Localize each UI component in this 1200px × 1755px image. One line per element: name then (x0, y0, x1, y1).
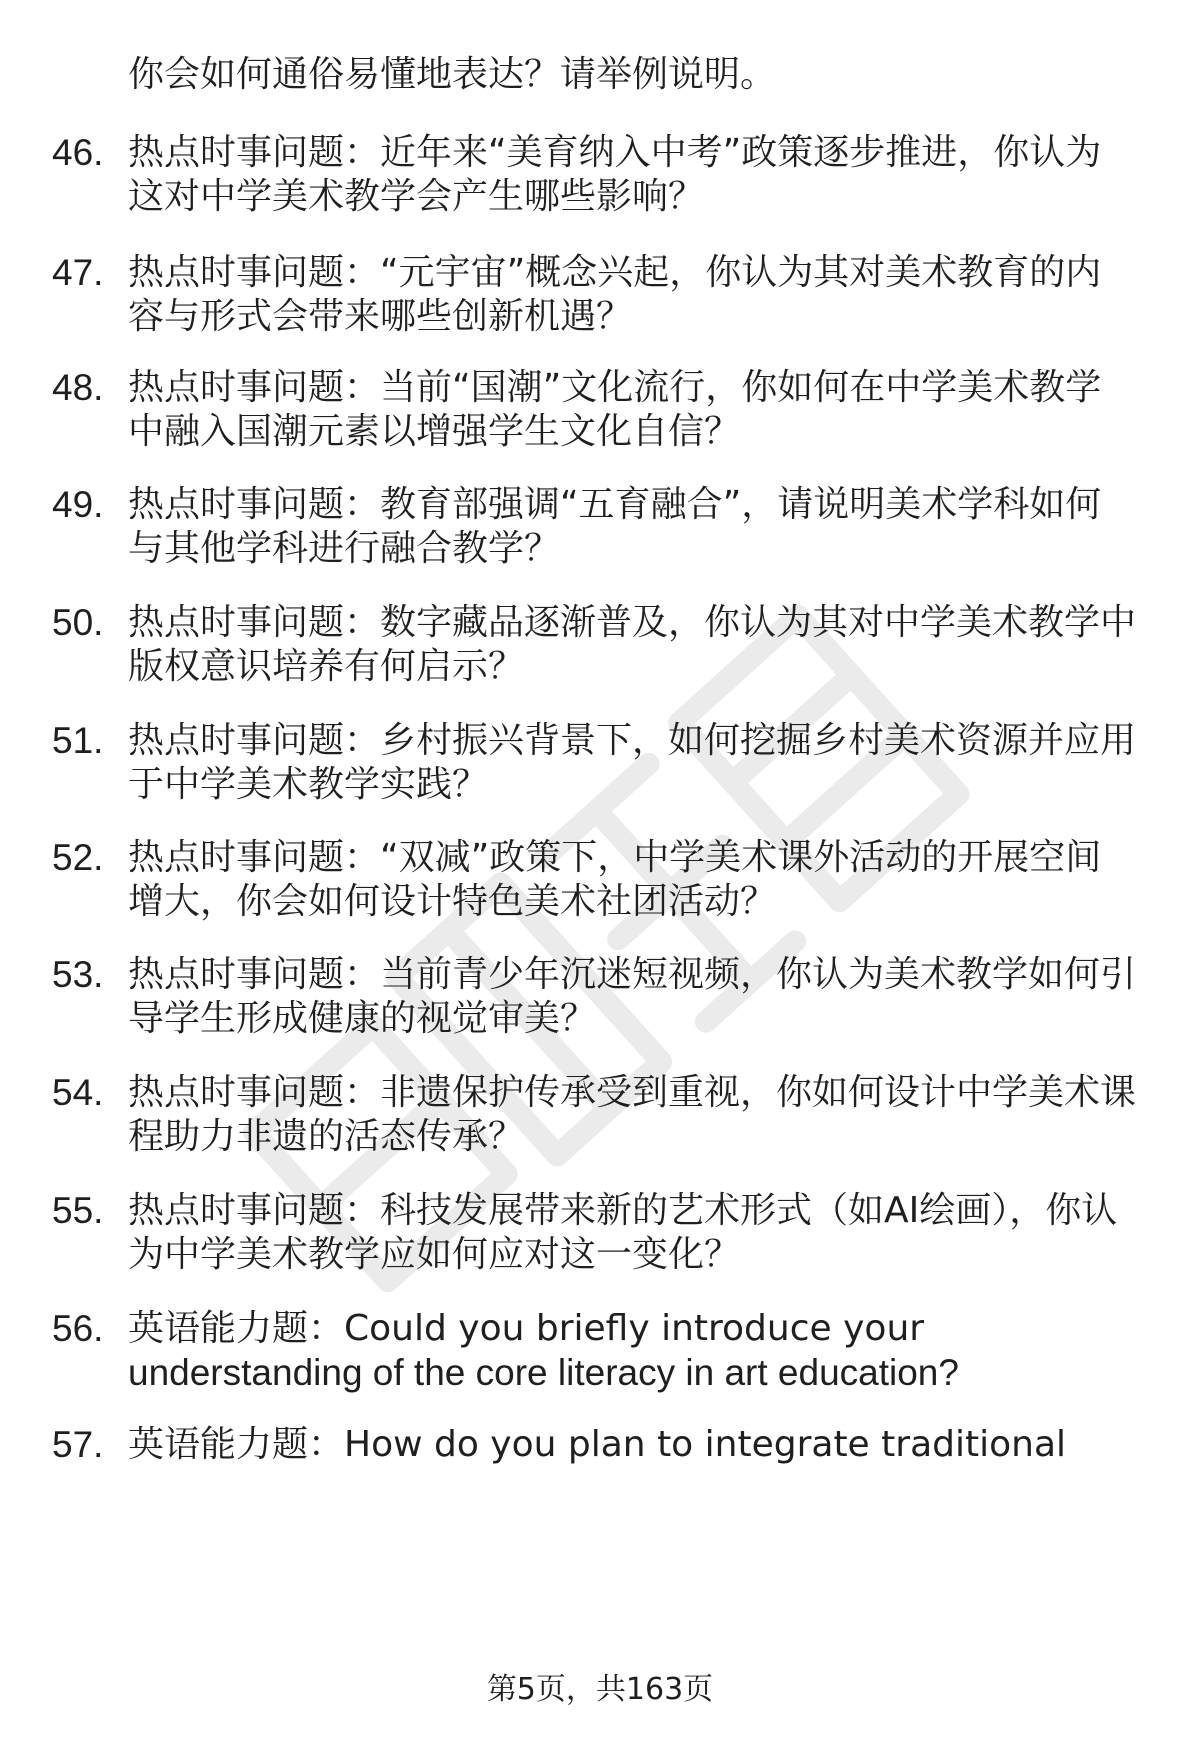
question-text: 热点时事问题：近年来“美育纳入中考”政策逐步推进，你认为 (128, 132, 1102, 173)
question-53-line-2 (0, 994, 1200, 1044)
page-footer: 第5页，共163页 (486, 1672, 714, 1707)
question-number: 54. (52, 1072, 104, 1113)
question-text: 热点时事问题：当前青少年沉迷短视频，你认为美术教学如何引 (128, 954, 1137, 995)
question-46-line-2 (0, 172, 1200, 222)
continued-line (0, 50, 1200, 100)
question-number: 50. (52, 602, 104, 643)
question-51-line-1 (0, 716, 1200, 766)
question-text: 程助力非遗的活态传承？ (128, 1116, 525, 1157)
question-text: 容与形式会带来哪些创新机遇？ (128, 296, 633, 337)
question-text: 这对中学美术教学会产生哪些影响？ (128, 176, 705, 217)
question-53-line-1 (0, 950, 1200, 1000)
question-54-line-1 (0, 1068, 1200, 1118)
question-number: 57. (52, 1424, 104, 1465)
question-56-line-2 (0, 1348, 1200, 1398)
question-52-line-1 (0, 833, 1200, 883)
question-number: 53. (52, 954, 104, 995)
question-text: 中融入国潮元素以增强学生文化自信？ (128, 411, 741, 452)
question-text: 与其他学科进行融合教学？ (128, 528, 561, 569)
question-number: 46. (52, 132, 104, 173)
question-number: 49. (52, 484, 104, 525)
question-text: 英语能力题：Could you briefly introduce your (128, 1308, 925, 1349)
question-46-line-1 (0, 128, 1200, 178)
question-text: 热点时事问题：“双减”政策下，中学美术课外活动的开展空间 (128, 837, 1102, 878)
question-56-line-1 (0, 1304, 1200, 1354)
question-text: 热点时事问题：“元宇宙”概念兴起，你认为其对美术教育的内 (128, 252, 1102, 293)
question-text: 版权意识培养有何启示？ (128, 646, 525, 687)
question-text: 热点时事问题：当前“国潮”文化流行，你如何在中学美术教学 (128, 367, 1102, 408)
question-50-line-1 (0, 598, 1200, 648)
question-49-line-2 (0, 524, 1200, 574)
question-text: 热点时事问题：科技发展带来新的艺术形式（如AI绘画），你认 (128, 1190, 1118, 1231)
question-text: 英语能力题：How do you plan to integrate traditional (128, 1424, 1067, 1465)
question-text: 增大，你会如何设计特色美术社团活动？ (128, 881, 777, 922)
question-text: understanding of the core literacy in art education? (128, 1352, 959, 1393)
question-number: 55. (52, 1190, 104, 1231)
question-text: 于中学美术教学实践？ (128, 764, 489, 805)
question-text: 导学生形成健康的视觉审美？ (128, 998, 597, 1039)
question-57-line-1 (0, 1420, 1200, 1470)
question-48-line-2 (0, 407, 1200, 457)
question-number: 51. (52, 720, 104, 761)
question-50-line-2 (0, 642, 1200, 692)
question-51-line-2 (0, 760, 1200, 810)
question-number: 56. (52, 1308, 104, 1349)
question-text: 热点时事问题：教育部强调“五育融合”，请说明美术学科如何 (128, 484, 1102, 525)
question-text: 你会如何通俗易懂地表达？请举例说明。 (128, 54, 777, 95)
question-47-line-2 (0, 292, 1200, 342)
question-49-line-1 (0, 480, 1200, 530)
question-text: 为中学美术教学应如何应对这一变化？ (128, 1234, 741, 1275)
question-text: 热点时事问题：数字藏品逐渐普及，你认为其对中学美术教学中 (128, 602, 1137, 643)
question-54-line-2 (0, 1112, 1200, 1162)
question-55-line-1 (0, 1186, 1200, 1236)
question-number: 47. (52, 252, 104, 293)
question-55-line-2 (0, 1230, 1200, 1280)
question-number: 48. (52, 367, 104, 408)
question-text: 热点时事问题：非遗保护传承受到重视，你如何设计中学美术课 (128, 1072, 1137, 1113)
question-text: 热点时事问题：乡村振兴背景下，如何挖掘乡村美术资源并应用 (128, 720, 1137, 761)
question-number: 52. (52, 837, 104, 878)
question-47-line-1 (0, 248, 1200, 298)
question-52-line-2 (0, 877, 1200, 927)
question-48-line-1 (0, 363, 1200, 413)
